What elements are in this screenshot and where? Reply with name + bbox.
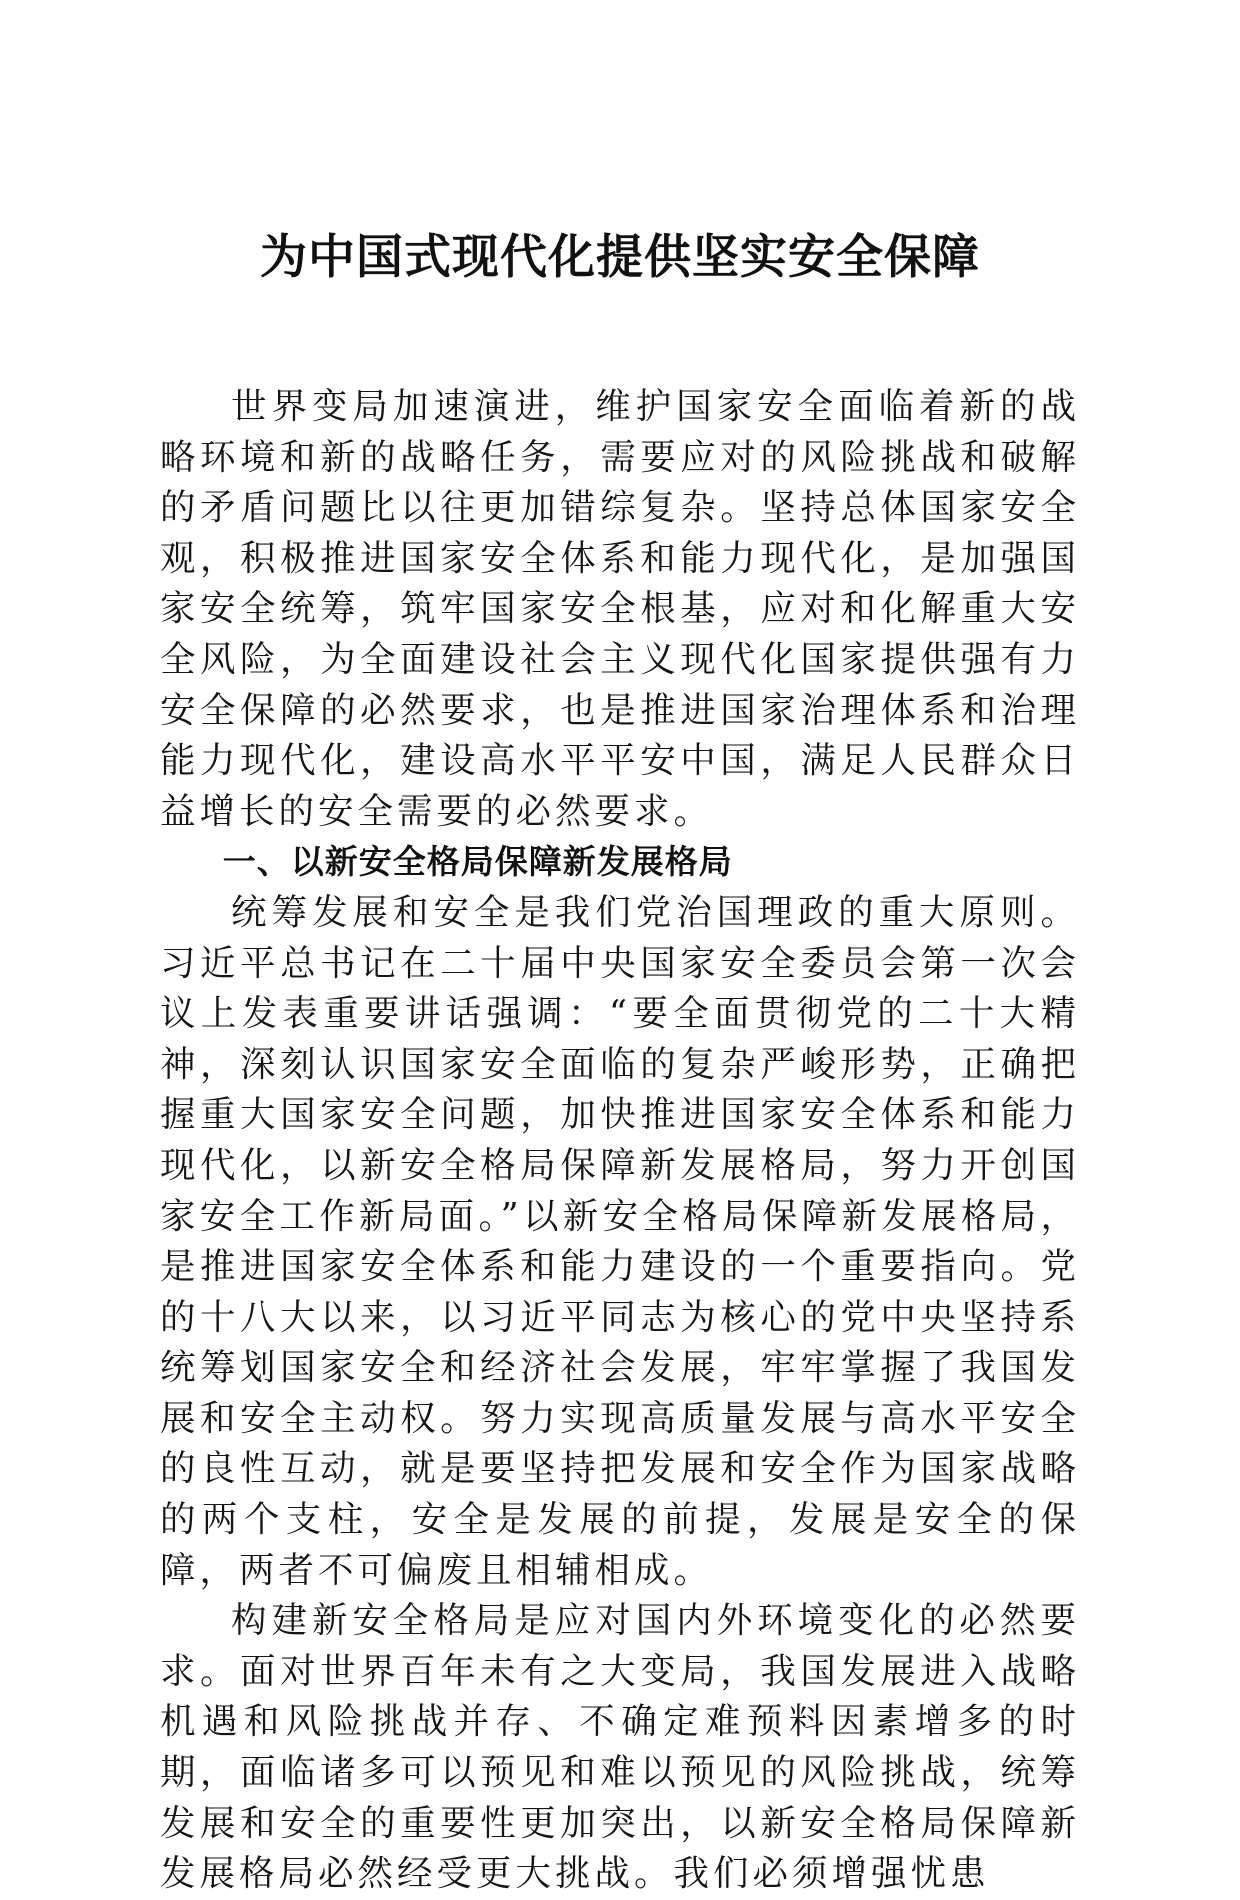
- document-title: 为中国式现代化提供坚实安全保障: [260, 230, 980, 285]
- section-1-paragraph-1: 统筹发展和安全是我们党治国理政的重大原则。习近平总书记在二十届中央国家安全委员会第一次会议上发表重要讲话强调：“要全面贯彻党的二十大精神，深刻认识国家安全面临的复杂严峻形势，正确把握重大国家安全问题，加快推进国家安全体系和能力现代化，以新安全格局保障新发展格局，努力开创国家安全工作新局面。”以新安全格局保障新发展格局，是推进国家安全体系和能力建设的一个重要指向。党的十八大以来，以习近平同志为核心的党中央坚持系统筹划国家安全和经济社会发展，牢牢掌握了我国发展和安全主动权。努力实现高质量发展与高水平安全的良性互动，就是要坚持把发展和安全作为国家战略的两个支柱，安全是发展的前提，发展是安全的保障，两者不可偏废且相辅相成。: [160, 891, 1080, 1591]
- section-heading-1: 一、以新安全格局保障新发展格局: [222, 842, 733, 882]
- section-1-paragraph-2: 构建新安全格局是应对国内外环境变化的必然要求。面对世界百年未有之大变局，我国发展进入战略机遇和风险挑战并存、不确定难预料因素增多的时期，面临诸多可以预见和难以预见的风险挑战，统筹发展和安全的重要性更加突出，以新安全格局保障新发展格局必然经受更大挑战。我们必须增强忧患: [160, 1600, 1080, 1895]
- intro-paragraph: 世界变局加速演进，维护国家安全面临着新的战略环境和新的战略任务，需要应对的风险挑战和破解的矛盾问题比以往更加错综复杂。坚持总体国家安全观，积极推进国家安全体系和能力现代化，是加强国家安全统筹，筑牢国家安全根基，应对和化解重大安全风险，为全面建设社会主义现代化国家提供强有力安全保障的必然要求，也是推进国家治理体系和治理能力现代化，建设高水平平安中国，满足人民群众日益增长的安全需要的必然要求。: [160, 386, 1080, 832]
- document-body: [160, 382, 1080, 1900]
